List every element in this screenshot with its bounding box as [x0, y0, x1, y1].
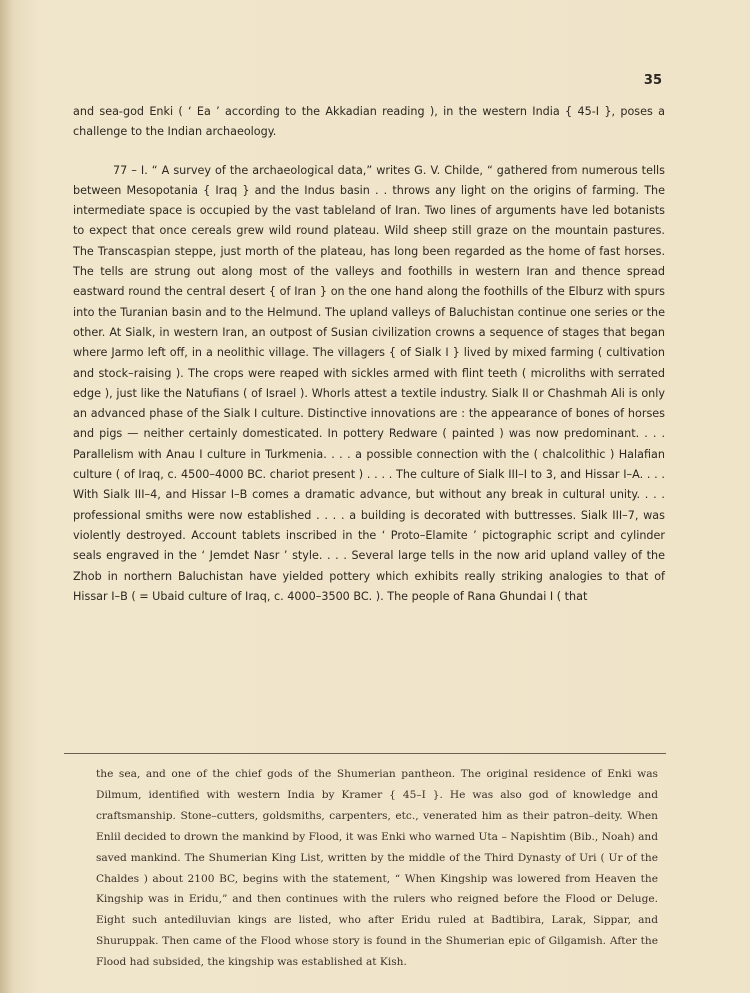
main-text: [73, 102, 665, 607]
footnote: [96, 764, 658, 973]
paragraph-77-I: 77 – I. “ A survey of the archaeological data,” writes G. V. Childe, “ gathered from numerous tells between Mesopotania { Iraq } and the Indus basin . . throws any light on the origins of farming. The intermediate space is occupied by the vast tableland of Iran. Two lines of arguments have led botanists to expect that once cereals grew wild round plateau. Wild sheep still graze on the mountain pastures. The Transcaspian steppe, just morth of the plateau, has long been regarded as the home of fast horses. The tells are strung out along most of the valleys and foothills in western Iran and thence spread eastward round the central desert { of Iran } on the one hand along the foothills of the Elburz with spurs into the Turanian basin and to the Helmund. The upland valleys of Baluchistan continue one series or the other. At Sialk, in western Iran, an outpost of Susian civilization crowns a sequence of stages that began where Jarmo left off, in a neolithic village. The villagers { of Sialk I } lived by mixed farming ( cultivation and stock–raising ). The crops were reaped with sickles armed with flint teeth ( microliths with serrated edge ), just like the Natufians ( of Israel ). Whorls attest a textile industry. Sialk II or Chashmah Ali is only an advanced phase of the Sialk I culture. Distinctive innovations are : the appearance of bones of horses and pigs — neither certainly domesticated. In pottery Redware ( painted ) was now predominant. . . . Parallelism with Anau I culture in Turkmenia. . . . a possible connection with the ( chalcolithic ) Halafian culture ( of Iraq, c. 4500–4000 BC. chariot present ) . . . . The culture of Sialk III–I to 3, and Hissar I–A. . . . With Sialk III–4, and Hissar I–B comes a dramatic advance, but without any break in cultural unity. . . . professional smiths were now established . . . . a building is decorated with buttresses. Sialk III–7, was violently destroyed. Account tablets inscribed in the ‘ Proto–Elamite ’ pictographic script and cylinder seals engraved in the ‘ Jemdet Nasr ’ style. . . . Several large tells in the now arid upland valley of the Zhob in northern Baluchistan have yielded pottery which exhibits really striking analogies to that of Hissar I–B ( = Ubaid culture of Iraq, c. 4000–3500 BC. ). The people of Rana Ghundai I ( that: [73, 163, 665, 603]
paragraph-continuation: and sea-god Enki ( ‘ Ea ’ according to the Akkadian reading ), in the western India { 45-I }, poses a challenge to the Indian archaeology.: [73, 105, 665, 139]
page-number: 35: [643, 73, 662, 88]
footnote-text: the sea, and one of the chief gods of the Shumerian pantheon. The original residence of Enki was Dilmum, identified with western India by Kramer { 45–I }. He was also god of knowledge and craftsmanship. Stone–cutters, goldsmiths, carpenters, etc., venerated him as their patron–deity. When Enlil decided to drown the mankind by Flood, it was Enki who warned Uta – Napishtim (Bib., Noah) and saved mankind. The Shumerian King List, written by the middle of the Third Dynasty of Uri ( Ur of the Chaldes ) about 2100 BC, begins with the statement, “ When Kingship was lowered from Heaven the Kingship was in Eridu,” and then continues with the rulers who reigned before the Flood or Deluge. Eight such antediluvian kings are listed, who after Eridu ruled at Badtibira, Larak, Sippar, and Shuruppak. Then came of the Flood whose story is found in the Shumerian epic of Gilgamish. After the Flood had subsided, the kingship was established at Kish.: [96, 768, 658, 969]
footnote-divider: [64, 753, 666, 754]
